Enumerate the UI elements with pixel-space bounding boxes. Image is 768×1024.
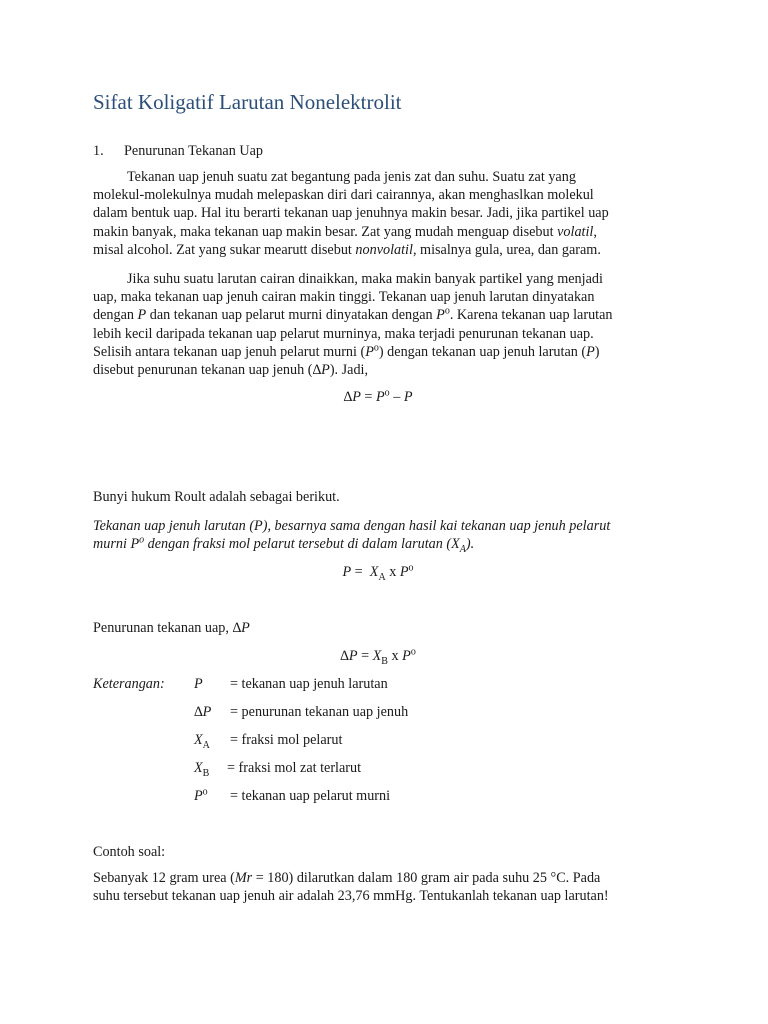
superscript: o (410, 646, 416, 658)
superscript: o (408, 562, 414, 574)
delta-symbol: ∆ (340, 648, 349, 664)
symbol-p: P (194, 788, 203, 804)
subscript: A (378, 571, 386, 583)
delta-symbol: ∆ (232, 620, 242, 636)
symbol-p: P (375, 389, 385, 405)
section-heading (93, 142, 263, 160)
legend-symbol (194, 731, 210, 749)
text-run: . Karena tekanan uap larutan (449, 307, 613, 324)
symbol-p: P (436, 307, 445, 324)
text-run: = 180) dilarutkan dalam 180 gram air pada suhu 25 °C. Pada (252, 870, 601, 886)
decrease-label (93, 619, 250, 637)
term-volatil: volatil (557, 223, 594, 240)
symbol-mr: Mr (234, 870, 253, 886)
text-run: Sebanyak 12 gram urea ( (93, 870, 235, 886)
symbol-x: X (194, 732, 203, 748)
times-sign: x (385, 564, 400, 580)
subscript: B (381, 655, 388, 667)
superscript: o (139, 534, 145, 546)
formula-raoult (93, 563, 663, 581)
text-run: , (593, 223, 597, 240)
paragraph-line: dalam bentuk uap. Hal itu berarti tekanan uap jenuhnya makin besar. Jadi, jika partikel uap (93, 205, 609, 222)
text-run: dengan fraksi mol pelarut tersebut di dalam larutan (X (144, 536, 460, 553)
paragraph-line: Jika suhu suatu larutan cairan dinaikkan, maka makin banyak partikel yang menjadi (127, 271, 603, 287)
symbol-x: X (372, 648, 382, 664)
legend-description: = fraksi mol zat terlarut (227, 760, 362, 776)
paragraph-line (93, 306, 663, 324)
equals-sign: = (360, 389, 376, 405)
minus-sign: – (389, 389, 404, 405)
legend-description: = tekanan uap jenuh larutan (230, 676, 388, 692)
symbol-p: P (399, 564, 409, 580)
legend-symbol (194, 703, 211, 721)
text-run: ) dengan tekanan uap jenuh larutan ( (378, 343, 587, 360)
example-problem (93, 869, 663, 905)
keterangan-label: Keterangan: (93, 676, 165, 692)
superscript: o (202, 786, 208, 798)
delta-symbol: ∆ (312, 362, 322, 379)
symbol-p: P (365, 343, 374, 360)
symbol-p: P (348, 648, 358, 664)
text-run: ∆P (194, 704, 212, 720)
example-label: Contoh soal: (93, 844, 166, 860)
superscript: o (444, 305, 450, 317)
legend-symbol: P (194, 676, 203, 692)
paragraph-line (93, 869, 663, 887)
symbol-p: P (402, 648, 411, 664)
text-run: disebut penurunan tekanan uap jenuh ( (93, 362, 313, 379)
superscript: o (373, 342, 379, 354)
legend-symbol (194, 787, 208, 805)
text-run: , misalnya gula, urea, dan garam. (412, 241, 601, 258)
symbol-p: P (342, 564, 352, 580)
symbol-x: X (369, 564, 379, 580)
delta-symbol: ∆ (343, 389, 353, 405)
symbol-p: P (321, 362, 330, 379)
paragraph-line: molekul-molekulnya mudah melepaskan diri dari cairannya, akan menghaslkan molekul (93, 187, 594, 204)
text-run: ). (465, 536, 475, 553)
paragraph-line: uap, maka tekanan uap jenuh cairan makin tinggi. Tekanan uap jenuh larutan dinyatakan (93, 289, 595, 306)
paragraph-line: Tekanan uap jenuh larutan (P), besarnya sama dengan hasil kai tekanan uap jenuh pelarut (93, 518, 611, 534)
section-number: 1. (93, 143, 104, 159)
subscript: A (459, 544, 466, 556)
term-nonvolatil: nonvolatil (355, 241, 413, 258)
equals-sign: = (351, 564, 370, 580)
symbol-p: P (586, 343, 595, 360)
paragraph-temperature (93, 270, 663, 379)
page-title: Sifat Koligatif Larutan Nonelektrolit (93, 90, 402, 114)
text-run: ) (594, 343, 600, 360)
section-label: Penurunan Tekanan Uap (124, 143, 263, 159)
paragraph-line (93, 343, 663, 361)
subscript: B (202, 767, 210, 779)
equals-sign: = (357, 648, 373, 664)
raoult-intro: Bunyi hukum Roult adalah sebagai berikut. (93, 489, 340, 505)
symbol-p: P (241, 620, 250, 636)
text-run: murni P (93, 536, 140, 553)
paragraph-line (93, 361, 663, 379)
raoult-law (93, 517, 663, 556)
legend-description: = tekanan uap pelarut murni (230, 788, 391, 804)
paragraph-line: Tekanan uap jenuh suatu zat begantung pada jenis zat dan suhu. Suatu zat yang (127, 169, 576, 185)
formula-delta-p (93, 388, 663, 406)
text-run: dan tekanan uap pelarut murni dinyatakan dengan (146, 307, 437, 324)
paragraph-line (93, 241, 663, 259)
times-sign: x (387, 648, 403, 664)
paragraph-line (93, 534, 663, 556)
text-run: misal alcohol. Zat yang sukar mearutt disebut (93, 241, 356, 258)
paragraph-line (93, 223, 663, 241)
paragraph-vapor-pressure (93, 168, 663, 259)
text-run: ). Jadi, (329, 362, 369, 379)
symbol-p: P (352, 389, 361, 405)
text-run: dengan (93, 307, 138, 324)
symbol-p: P (403, 389, 413, 405)
legend-description: = fraksi mol pelarut (230, 732, 343, 748)
symbol-p: P (137, 307, 147, 324)
text-run: makin banyak, maka tekanan uap makin besar. Zat yang mudah menguap disebut (93, 223, 558, 240)
text-run: Penurunan tekanan uap, (93, 620, 233, 636)
superscript: o (384, 387, 390, 399)
paragraph-line: lebih kecil daripada tekanan uap pelarut murninya, maka terjadi penurunan tekanan uap. (93, 325, 594, 342)
symbol-x: X (194, 760, 203, 776)
formula-decrease (93, 647, 663, 665)
legend-description: = penurunan tekanan uap jenuh (230, 704, 409, 720)
text-run: Selisih antara tekanan uap jenuh pelarut murni ( (93, 343, 366, 360)
legend-symbol (194, 759, 209, 777)
subscript: A (202, 739, 210, 751)
paragraph-line: suhu tersebut tekanan uap jenuh air adalah 23,76 mmHg. Tentukanlah tekanan uap larutan! (93, 888, 609, 905)
